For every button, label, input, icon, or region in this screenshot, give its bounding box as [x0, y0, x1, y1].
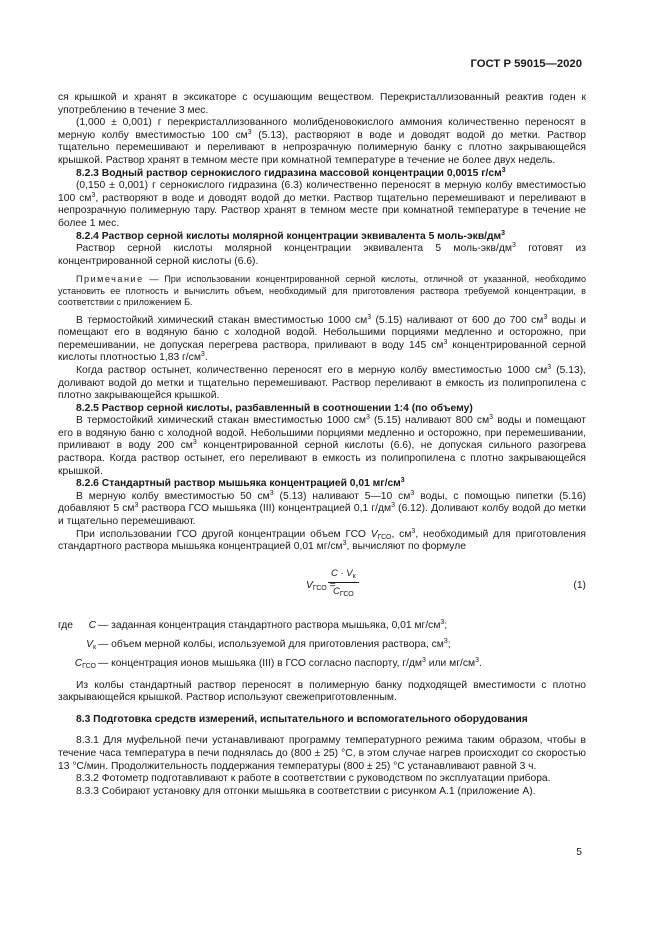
paragraph: При использовании ГСО другой концентрации объем ГСО $V_{ГСО}$, $см^3$, необходимый для приготовления стандартного раствора мышьяка концентрацией 0,01 $мг/см^3$, вычисляют по формуле	[58, 527, 587, 553]
paragraph: Раствор серной кислоты молярной концентрации эквивалента 5 моль-$экв/дм^3$ готовят из концентрированной серной кислоты (6.6).	[58, 242, 586, 267]
paragraph: 8.3.2 Фотометр подготавливают к работе в соответствии с руководством по эксплуатации прибора.	[76, 773, 551, 785]
standard-header: ГОСТ Р 59015—2020	[470, 58, 582, 70]
section-heading-8-3: 8.3 Подготовка средств измерений, испытательного и вспомогательного оборудования	[76, 713, 528, 725]
definition-text: — заданная концентрация стандартного раствора мышьяка, 0,01 $мг/см^3$;	[98, 618, 448, 631]
formula-numerator: $C \cdot V_к$	[328, 568, 359, 584]
paragraph: В мерную колбу вместимостью 50 $см^3$ (5.13) наливают 5—10 $см^3$ воды, с помощью пипетки (5.16) добавляют 5 $см^3$ раствора ГСО мышьяка (III) концентрацией 0,1 $г/дм^3$ (6.12). Доливают колбу водой до метки и тщательно перемешивают.	[58, 489, 586, 528]
formula-denominator: $C_{ГСО}$	[333, 586, 354, 599]
section-heading-8-2-5: 8.2.5 Раствор серной кислоты, разбавленный в соотношении 1:4 (по объему)	[76, 402, 473, 414]
definition-symbol: C	[88, 619, 96, 631]
section-heading-8-2-3: 8.2.3 Водный раствор сернокислого гидразина массовой концентрации 0,0015 $г/см^3$	[76, 166, 506, 179]
paragraph: 8.3.3 Собирают установку для отгонки мышьяка в соответствии с рисунком А.1 (приложение А).	[76, 785, 536, 797]
definition-vk	[58, 639, 586, 652]
document-body	[58, 92, 586, 798]
where-label: где	[58, 619, 74, 631]
paragraph: 8.3.1 Для муфельной печи устанавливают программу температурного режима таким образом, чтобы в течение часа температура в печи поднялась до (800 ± 25) °С, в этом случае нагрев происходит со скоростью 13 °С/мин. Продолжительность поддержания температуры (800 ± 25) °С устанавливают равной 3 ч.	[58, 735, 586, 772]
note-text: — При использовании концентрированной серной кислоты, отличной от указанной, необходимо установить ее плотность и вычислить объем, необходимый для приготовления раствора требуемой концентрации, в соответствии с приложением Б.	[58, 274, 586, 308]
formula-1	[58, 566, 586, 612]
definition-text: — объем мерной колбы, используемой для приготовления раствора, $см^3$;	[98, 637, 451, 650]
definition-text: — концентрация ионов мышьяка (III) в ГСО согласно паспорту, $г/дм^3$ или $мг/см^3$.	[98, 657, 482, 669]
formula-number: (1)	[573, 579, 586, 591]
paragraph: (1,000 ± 0,001) г перекристаллизованного молибденовокислого аммония количественно переносят в мерную колбу вместимостью 100 $см^3$ (5.13), растворяют в воде и доводят водой до метки. Раствор тщательно перемешивают и переливают в непрозрачную полимерную банку с плотно закрывающейся крышкой. Раствор хранят в темном месте при комнатной температуре в течение не более двух недель.	[58, 117, 586, 166]
definition-symbol: $C_{ГСО}$	[74, 658, 96, 670]
note	[58, 274, 586, 308]
paragraph: В термостойкий химический стакан вместимостью 1000 $см^3$ (5.15) наливают от 600 до 700 $см^3$ воды и помещают его в водяную баню с холодной водой. Небольшими порциями медленно и осторожно, при перемешивании, не допуская перегрева раствора, приливают в воду 145 $см^3$ концентрированной серной кислоты плотностью 1,83 $г/см^3$.	[58, 313, 586, 364]
paragraph: (0,150 ± 0,001) г сернокислого гидразина (6.3) количественно переносят в мерную колбу вместимостью 100 $см^3$, растворяют в воде и доводят водой до метки. Раствор тщательно перемешивают и переливают в непрозрачную полимерную тару. Раствор хранят в темном месте при комнатной температуре в течение не более 1 мес.	[58, 180, 586, 229]
definition-c	[58, 620, 586, 633]
paragraph: Из колбы стандартный раствор переносят в полимерную банку подходящей вместимости с плотно закрывающейся крышкой. Раствор используют свежеприготовленным.	[58, 679, 586, 704]
paragraph: В термостойкий химический стакан вместимостью 1000 $см^3$ (5.15) наливают 800 $см^3$ воды и помещают его в водяную баню с холодной водой. Небольшими порциями медленно и осторожно, при перемешивании, приливают в воду 200 $см^3$ концентрированной серной кислоты (6.6), не допуская сильного разогрева раствора. Когда раствор остынет, его переливают в емкость из полипропилена с плотно закрывающейся крышкой.	[58, 414, 586, 477]
definition-symbol: $V_к$	[86, 638, 96, 651]
definitions	[58, 620, 586, 671]
formula-lhs: $V_{ГСО}$ =	[306, 579, 336, 592]
paragraph: ся крышкой и хранят в эксикаторе с осушающим веществом. Перекристаллизованный реактив годен к употреблению в течение 3 мес.	[58, 92, 586, 116]
definition-cgso	[58, 658, 586, 671]
section-heading-8-2-6: 8.2.6 Стандартный раствор мышьяка концентрацией 0,01 $мг/см^3$	[76, 477, 405, 490]
formula-fraction	[328, 568, 359, 599]
section-heading-8-2-4: 8.2.4 Раствор серной кислоты молярной концентрации эквивалента 5 моль-$экв/дм^3$	[76, 229, 506, 242]
paragraph: Когда раствор остынет, количественно переносят его в мерную колбу вместимостью 1000 $см^3$ (5.13), доливают водой до метки и тщательно перемешивают. Раствор переливают в емкость из полипропилена с плотно закрывающейся крышкой.	[58, 363, 586, 402]
note-label: Примечание	[76, 274, 144, 285]
page-number: 5	[576, 847, 582, 858]
